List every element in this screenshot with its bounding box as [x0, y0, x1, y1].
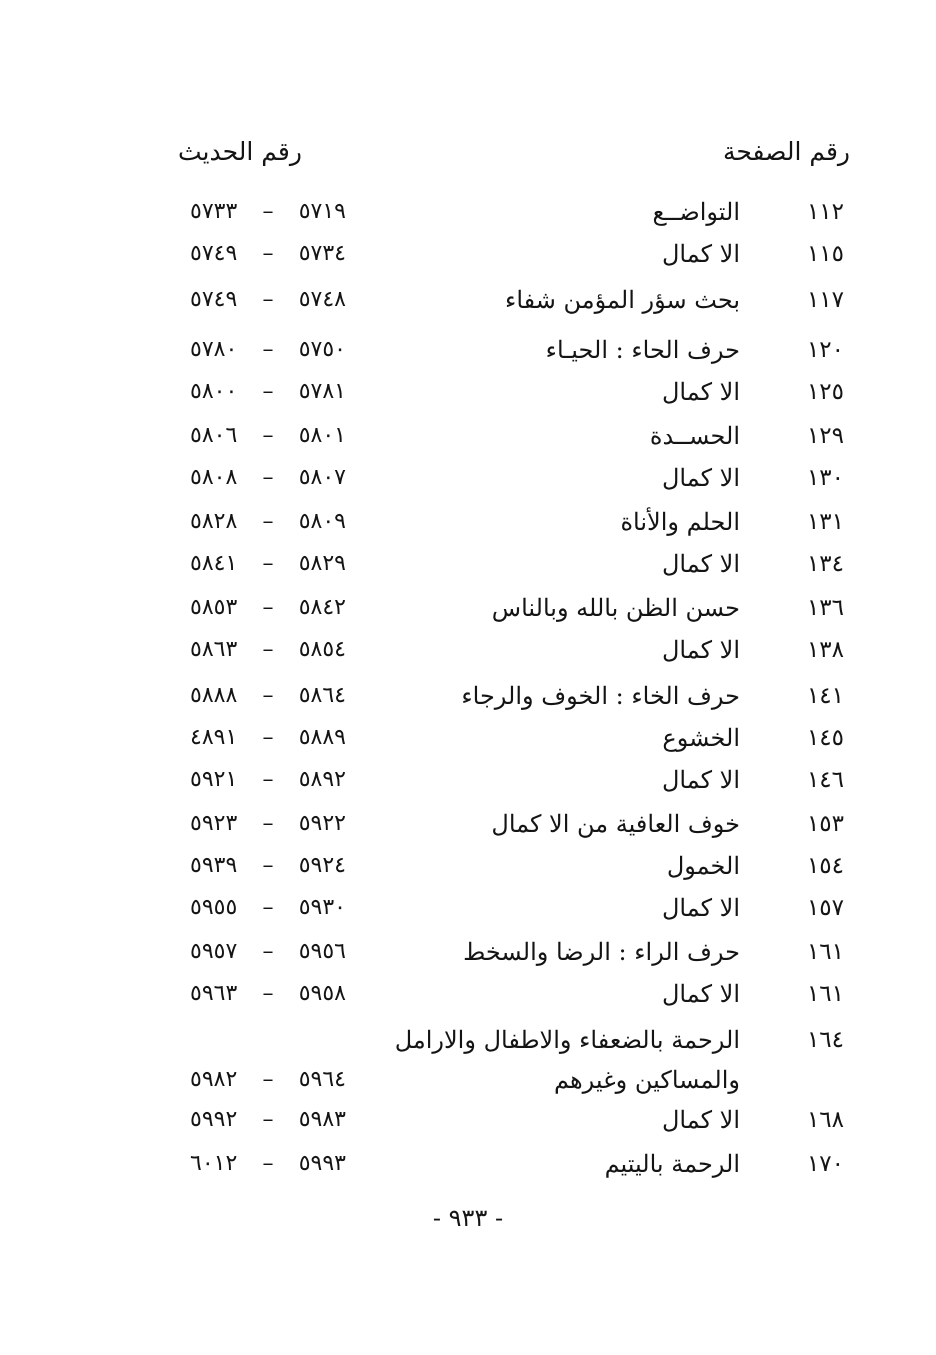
section-title: الا كمال — [661, 636, 740, 664]
hadith-range — [190, 502, 346, 542]
range-separator: – — [262, 509, 274, 534]
table-row — [0, 192, 936, 232]
hadith-range-start: ٥٨٥٤ — [298, 637, 346, 662]
table-row — [0, 280, 936, 320]
page-number: ١٦٤ — [806, 1027, 844, 1053]
hadith-range-end: ٥٩٩٢ — [190, 1107, 238, 1132]
page-number: ١٤١ — [806, 683, 844, 709]
hadith-range-start: ٥٩٢٤ — [298, 853, 346, 878]
section-title: حرف الخاء : الخوف والرجاء — [461, 682, 740, 710]
hadith-range-end: ٥٩٥٥ — [190, 895, 238, 920]
table-row — [0, 676, 936, 716]
page-number: ١٣١ — [806, 509, 844, 535]
range-separator: – — [262, 683, 274, 708]
hadith-range — [190, 330, 346, 370]
section-title: الا كمال — [661, 378, 740, 406]
range-separator: – — [262, 465, 274, 490]
page-number: ١٤٥ — [806, 725, 844, 751]
page-number: ١٥٣ — [806, 811, 844, 837]
section-title: الا كمال — [661, 240, 740, 268]
page-number: ١٧٠ — [806, 1151, 844, 1177]
range-separator: – — [262, 811, 274, 836]
hadith-range-start: ٥٧٤٨ — [298, 287, 346, 312]
hadith-range — [190, 676, 346, 716]
hadith-number-column-header: رقم الحديث — [178, 137, 302, 166]
hadith-range-end: ٥٧٣٣ — [190, 199, 238, 224]
table-row — [0, 234, 936, 274]
section-title: حرف الراء : الرضا والسخط — [463, 938, 740, 966]
table-row — [0, 718, 936, 758]
hadith-range-end: ٥٩٢٣ — [190, 811, 238, 836]
range-separator: – — [262, 379, 274, 404]
hadith-range-end: ٥٧٨٠ — [190, 337, 238, 362]
range-separator: – — [262, 767, 274, 792]
page-number-column-header: رقم الصفحة — [722, 137, 850, 166]
page-number: ١٢٥ — [806, 379, 844, 405]
table-row — [0, 1144, 936, 1184]
hadith-range-start: ٥٩٣٠ — [298, 895, 346, 920]
table-row — [0, 1020, 936, 1094]
hadith-range-end: ٥٨٠٦ — [190, 423, 238, 448]
table-row — [0, 502, 936, 542]
hadith-range — [190, 1144, 346, 1184]
table-row — [0, 804, 936, 844]
hadith-range-end: ٦٠١٢ — [190, 1151, 238, 1176]
table-row — [0, 760, 936, 800]
hadith-range — [190, 1100, 346, 1140]
hadith-range — [190, 280, 346, 320]
hadith-range-start: ٥٨٠١ — [298, 423, 346, 448]
page-number: ١١٥ — [806, 241, 844, 267]
hadith-range — [190, 804, 346, 844]
hadith-range-end: ٥٩٨٢ — [190, 1067, 238, 1092]
range-separator: – — [262, 595, 274, 620]
hadith-range-end: ٥٩٢١ — [190, 767, 238, 792]
hadith-range-start: ٥٧٥٠ — [298, 337, 346, 362]
page-number: ١٢٩ — [806, 423, 844, 449]
hadith-range-start: ٥٨٩٢ — [298, 767, 346, 792]
section-title: بحث سؤر المؤمن شفاء — [505, 286, 740, 314]
section-title-continued: والمساكين وغيرهم — [554, 1066, 740, 1094]
section-title: الا كمال — [661, 550, 740, 578]
hadith-range-start: ٥٧١٩ — [298, 199, 346, 224]
hadith-range-end: ٥٧٤٩ — [190, 287, 238, 312]
hadith-range-start: ٥٩٨٣ — [298, 1107, 346, 1132]
range-separator: – — [262, 241, 274, 266]
page-number: ١٥٤ — [806, 853, 844, 879]
hadith-range-start: ٥٩٩٣ — [298, 1151, 346, 1176]
table-row — [0, 846, 936, 886]
hadith-range — [190, 234, 346, 274]
range-separator: – — [262, 895, 274, 920]
hadith-range — [190, 630, 346, 670]
section-title: الا كمال — [661, 894, 740, 922]
hadith-range — [190, 372, 346, 412]
hadith-range-start: ٥٩٦٤ — [298, 1067, 346, 1092]
hadith-range-end: ٥٩٣٩ — [190, 853, 238, 878]
hadith-range-start: ٥٨٠٩ — [298, 509, 346, 534]
section-title: التواضــع — [652, 198, 740, 226]
hadith-range — [190, 718, 346, 758]
range-separator: – — [262, 551, 274, 576]
range-separator: – — [262, 337, 274, 362]
section-title: الا كمال — [661, 464, 740, 492]
page-number: ١٣٤ — [806, 551, 844, 577]
hadith-range — [190, 192, 346, 232]
range-separator: – — [262, 725, 274, 750]
hadith-range-start: ٥٩٢٢ — [298, 811, 346, 836]
hadith-range-start: ٥٨٦٤ — [298, 683, 346, 708]
table-row — [0, 372, 936, 412]
range-separator: – — [262, 199, 274, 224]
section-title: الخمول — [666, 852, 740, 880]
hadith-range-start: ٥٨٤٢ — [298, 595, 346, 620]
page-number: ١٢٠ — [806, 337, 844, 363]
hadith-range — [190, 416, 346, 456]
table-row — [0, 630, 936, 670]
hadith-range — [190, 846, 346, 886]
page-number: ١٦٨ — [806, 1107, 844, 1133]
page-number: ١١٧ — [806, 287, 844, 313]
hadith-range-start: ٥٨٠٧ — [298, 465, 346, 490]
hadith-range-start: ٥٧٣٤ — [298, 241, 346, 266]
table-row — [0, 330, 936, 370]
hadith-range-end: ٥٧٤٩ — [190, 241, 238, 266]
hadith-range-start: ٥٩٥٦ — [298, 939, 346, 964]
page-footer-number: - ٩٣٣ - — [432, 1204, 504, 1232]
table-row — [0, 416, 936, 456]
hadith-range-end: ٥٨٢٨ — [190, 509, 238, 534]
hadith-range — [190, 760, 346, 800]
table-row — [0, 932, 936, 972]
table-row — [0, 544, 936, 584]
hadith-range-end: ٤٨٩١ — [190, 725, 238, 750]
table-row — [0, 1100, 936, 1140]
section-title: الحلم والأناة — [620, 508, 740, 536]
hadith-range — [190, 588, 346, 628]
section-title: حرف الحاء : الحيـاء — [545, 336, 740, 364]
table-row — [0, 888, 936, 928]
hadith-range-start: ٥٧٨١ — [298, 379, 346, 404]
hadith-range — [190, 888, 346, 928]
range-separator: – — [262, 981, 274, 1006]
hadith-range-end: ٥٨٠٨ — [190, 465, 238, 490]
page-number: ١٥٧ — [806, 895, 844, 921]
page-number: ١٦١ — [806, 939, 844, 965]
range-separator: – — [262, 423, 274, 448]
hadith-range-end: ٥٨٤١ — [190, 551, 238, 576]
range-separator: – — [262, 853, 274, 878]
section-title: الحســدة — [649, 422, 740, 450]
page-number: ١١٢ — [806, 199, 844, 225]
hadith-range-start: ٥٨٨٩ — [298, 725, 346, 750]
hadith-range — [190, 458, 346, 498]
page-number: ١٣٠ — [806, 465, 844, 491]
section-title: الا كمال — [661, 766, 740, 794]
hadith-range-end: ٥٩٥٧ — [190, 939, 238, 964]
page-number: ١٣٨ — [806, 637, 844, 663]
range-separator: – — [262, 287, 274, 312]
hadith-range-end: ٥٩٦٣ — [190, 981, 238, 1006]
section-title: الا كمال — [661, 1106, 740, 1134]
range-separator: – — [262, 939, 274, 964]
hadith-range-start: ٥٩٥٨ — [298, 981, 346, 1006]
hadith-range — [190, 932, 346, 972]
hadith-range-end: ٥٨٥٣ — [190, 595, 238, 620]
hadith-range-end: ٥٨٠٠ — [190, 379, 238, 404]
section-title: حسن الظن بالله وبالناس — [491, 594, 740, 622]
section-title: الرحمة بالضعفاء والاطفال والارامل — [394, 1026, 740, 1054]
page-number: ١٤٦ — [806, 767, 844, 793]
section-title: الخشوع — [662, 724, 740, 752]
hadith-range — [190, 1060, 346, 1100]
section-title: الرحمة باليتيم — [604, 1150, 740, 1178]
table-row — [0, 974, 936, 1014]
range-separator: – — [262, 1151, 274, 1176]
page-number: ١٣٦ — [806, 595, 844, 621]
hadith-range — [190, 974, 346, 1014]
page-number: ١٦١ — [806, 981, 844, 1007]
hadith-range-start: ٥٨٢٩ — [298, 551, 346, 576]
hadith-range — [190, 544, 346, 584]
range-separator: – — [262, 637, 274, 662]
table-row — [0, 458, 936, 498]
range-separator: – — [262, 1107, 274, 1132]
section-title: خوف العافية من الا كمال — [491, 810, 740, 838]
table-row — [0, 588, 936, 628]
hadith-range-end: ٥٨٨٨ — [190, 683, 238, 708]
section-title: الا كمال — [661, 980, 740, 1008]
hadith-range-end: ٥٨٦٣ — [190, 637, 238, 662]
range-separator: – — [262, 1067, 274, 1092]
